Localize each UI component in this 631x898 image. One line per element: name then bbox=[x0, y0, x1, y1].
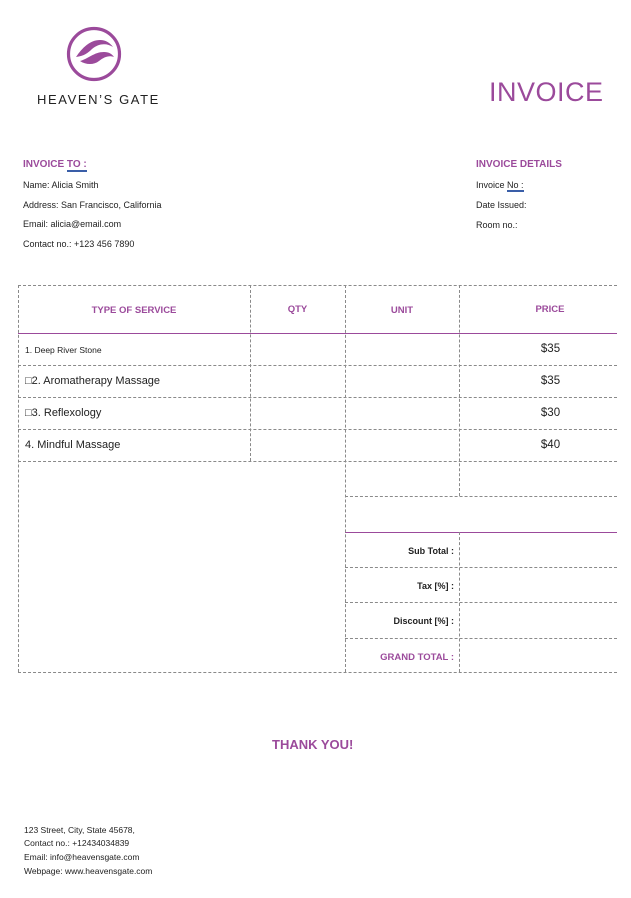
service-name: 4. Mindful Massage bbox=[25, 439, 121, 451]
service-name: □3. Reflexology bbox=[25, 407, 102, 419]
client-email: Email: alicia@email.com bbox=[23, 219, 122, 229]
thank-you-message: THANK YOU! bbox=[272, 737, 354, 752]
row-divider bbox=[18, 397, 617, 398]
logo-wave-icon bbox=[66, 26, 122, 82]
column-header-price: PRICE bbox=[535, 304, 565, 315]
footer-webpage: Webpage: www.heavensgate.com bbox=[24, 866, 153, 876]
client-address: Address: San Francisco, California bbox=[23, 200, 162, 210]
column-header-unit: UNIT bbox=[390, 305, 414, 316]
row-divider bbox=[18, 461, 617, 462]
client-name: Name: Alicia Smith bbox=[23, 180, 99, 190]
col-divider bbox=[345, 285, 346, 672]
room-number: Room no.: bbox=[476, 220, 518, 230]
header-divider bbox=[18, 333, 617, 334]
col-divider bbox=[459, 532, 460, 672]
service-price: $35 bbox=[540, 343, 561, 355]
invoice-number bbox=[476, 180, 524, 190]
tax-label: Tax [%] : bbox=[417, 581, 454, 591]
subtotal-label: Sub Total : bbox=[408, 546, 454, 556]
table-border-top bbox=[18, 285, 617, 286]
footer-contact: Contact no.: +12434034839 bbox=[24, 838, 130, 848]
client-contact: Contact no.: +123 456 7890 bbox=[23, 239, 135, 249]
row-divider bbox=[345, 567, 617, 568]
page-title: INVOICE bbox=[489, 77, 604, 107]
col-divider bbox=[459, 285, 460, 496]
column-header-qty: QTY bbox=[287, 304, 308, 315]
footer-email: Email: info@heavensgate.com bbox=[24, 852, 140, 862]
row-divider bbox=[345, 496, 617, 497]
column-header-service: TYPE OF SERVICE bbox=[91, 305, 177, 316]
service-price: $40 bbox=[540, 439, 561, 451]
invoice-to-heading-underlined: TO : bbox=[66, 159, 87, 170]
invoice-to-heading-prefix: INVOICE bbox=[23, 159, 67, 170]
invoice-details-heading: INVOICE DETAILS bbox=[476, 159, 562, 170]
date-issued: Date Issued: bbox=[476, 200, 527, 210]
grand-total-label: GRAND TOTAL : bbox=[380, 652, 454, 663]
row-divider bbox=[18, 365, 617, 366]
discount-label: Discount [%] : bbox=[393, 616, 454, 626]
footer-address: 123 Street, City, State 45678, bbox=[24, 825, 135, 835]
row-divider bbox=[345, 602, 617, 603]
totals-divider bbox=[345, 532, 617, 533]
table-border-bottom bbox=[18, 672, 617, 673]
row-divider bbox=[18, 429, 617, 430]
service-price: $30 bbox=[540, 407, 561, 419]
invoice-to-heading bbox=[23, 159, 87, 170]
service-name: □2. Aromatherapy Massage bbox=[25, 375, 161, 387]
service-price: $35 bbox=[540, 375, 561, 387]
invoice-number-prefix: Invoice bbox=[476, 180, 508, 190]
service-name: 1. Deep River Stone bbox=[25, 345, 102, 355]
brand-name: HEAVEN’S GATE bbox=[37, 92, 160, 107]
table-border-left bbox=[18, 285, 19, 672]
row-divider bbox=[345, 638, 617, 639]
invoice-number-underlined: No : bbox=[507, 180, 524, 190]
